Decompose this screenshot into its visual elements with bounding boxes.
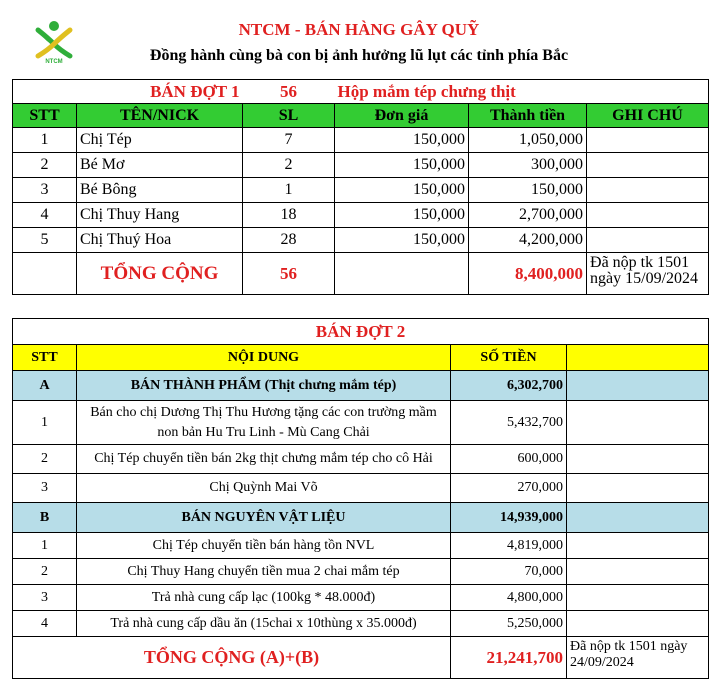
table-row: [13, 228, 709, 253]
row-amount: 5,250,000: [451, 611, 567, 637]
row-stt: 3: [13, 178, 77, 203]
row-total: 2,700,000: [469, 203, 587, 228]
batch1-total-label: TỔNG CỘNG: [77, 253, 243, 295]
table-row: [13, 533, 709, 559]
batch1-total-qty: 56: [243, 253, 335, 295]
section-amount: 6,302,700: [451, 371, 567, 401]
table-row: [13, 559, 709, 585]
table-row: [13, 203, 709, 228]
row-note: [587, 153, 709, 178]
col-note: [567, 345, 709, 371]
row-name: Chị Thuy Hang: [77, 203, 243, 228]
section-stt: A: [13, 371, 77, 401]
table-row: [13, 128, 709, 153]
row-total: 300,000: [469, 153, 587, 178]
row-stt: 2: [13, 153, 77, 178]
row-stt: 3: [13, 585, 77, 611]
batch1-banner-row: [13, 80, 709, 104]
row-total: 4,200,000: [469, 228, 587, 253]
row-content: Bán cho chị Dương Thị Thu Hương tặng các con trường mầm non bản Hu Tru Linh - Mù Cang Chải: [77, 401, 451, 445]
row-total: 150,000: [469, 178, 587, 203]
section-title: BÁN NGUYÊN VẬT LIỆU: [77, 503, 451, 533]
row-note: [587, 128, 709, 153]
row-amount: 70,000: [451, 559, 567, 585]
batch2-table: [12, 318, 709, 679]
col-amount: SỐ TIỀN: [451, 345, 567, 371]
row-amount: 270,000: [451, 474, 567, 503]
row-qty: 18: [243, 203, 335, 228]
row-note: [587, 228, 709, 253]
col-name: TÊN/NICK: [77, 104, 243, 128]
row-stt: 1: [13, 533, 77, 559]
batch2-total-label: TỔNG CỘNG (A)+(B): [13, 637, 451, 679]
row-stt: 1: [13, 401, 77, 445]
row-name: Bé Mơ: [77, 153, 243, 178]
row-qty: 28: [243, 228, 335, 253]
table-row: [13, 474, 709, 503]
page-title: NTCM - BÁN HÀNG GÂY QUỸ: [238, 20, 480, 39]
row-price: 150,000: [335, 178, 469, 203]
row-qty: 7: [243, 128, 335, 153]
row-stt: 2: [13, 559, 77, 585]
batch2-banner-row: [13, 319, 709, 345]
batch1-total-row: [13, 253, 709, 295]
section-row: [13, 503, 709, 533]
row-name: Bé Bông: [77, 178, 243, 203]
row-content: Chị Tép chuyển tiền bán 2kg thịt chưng mắm tép cho cô Hải: [77, 445, 451, 474]
batch1-header-row: [13, 104, 709, 128]
row-stt: 1: [13, 128, 77, 153]
table-row: [13, 153, 709, 178]
col-stt: STT: [13, 345, 77, 371]
row-content: Chị Tép chuyển tiền bán hàng tồn NVL: [77, 533, 451, 559]
batch2-total-amount: 21,241,700: [451, 637, 567, 679]
col-total: Thành tiền: [469, 104, 587, 128]
row-price: 150,000: [335, 203, 469, 228]
batch1-label: BÁN ĐỢT 1: [77, 80, 243, 104]
col-stt: STT: [13, 104, 77, 128]
row-qty: 2: [243, 153, 335, 178]
table-row: [13, 611, 709, 637]
batch1-total-amount: 8,400,000: [469, 253, 587, 295]
row-amount: 5,432,700: [451, 401, 567, 445]
row-stt: 5: [13, 228, 77, 253]
row-stt: 2: [13, 445, 77, 474]
row-name: Chị Thuý Hoa: [77, 228, 243, 253]
col-price: Đơn giá: [335, 104, 469, 128]
batch1-qty: 56: [243, 80, 335, 104]
row-stt: 4: [13, 611, 77, 637]
row-total: 1,050,000: [469, 128, 587, 153]
batch1-product: Hộp mắm tép chưng thịt: [335, 80, 587, 104]
section-title: BÁN THÀNH PHẨM (Thịt chưng mắm tép): [77, 371, 451, 401]
table-row: [13, 178, 709, 203]
row-price: 150,000: [335, 153, 469, 178]
logo-text: NTCM: [45, 59, 63, 64]
row-content: Trả nhà cung cấp lạc (100kg * 48.000đ): [77, 585, 451, 611]
batch2-label: BÁN ĐỢT 2: [13, 319, 709, 345]
section-amount: 14,939,000: [451, 503, 567, 533]
col-sl: SL: [243, 104, 335, 128]
section-row: [13, 371, 709, 401]
col-note: GHI CHÚ: [587, 104, 709, 128]
batch2-header-row: [13, 345, 709, 371]
row-amount: 600,000: [451, 445, 567, 474]
row-qty: 1: [243, 178, 335, 203]
page-subtitle: Đồng hành cùng bà con bị ảnh hưởng lũ lụt các tỉnh phía Bắc: [149, 47, 569, 64]
row-name: Chị Tép: [77, 128, 243, 153]
row-note: [587, 203, 709, 228]
row-price: 150,000: [335, 128, 469, 153]
row-content: Chị Thuy Hang chuyển tiền mua 2 chai mắm tép: [77, 559, 451, 585]
row-content: Chị Quỳnh Mai Võ: [77, 474, 451, 503]
batch2-total-note: Đã nộp tk 1501 ngày 24/09/2024: [567, 637, 709, 679]
row-stt: 4: [13, 203, 77, 228]
row-amount: 4,800,000: [451, 585, 567, 611]
table-row: [13, 585, 709, 611]
row-price: 150,000: [335, 228, 469, 253]
row-note: [587, 178, 709, 203]
batch2-total-row: [13, 637, 709, 679]
row-content: Trả nhà cung cấp dầu ăn (15chai x 10thùng x 35.000đ): [77, 611, 451, 637]
table-row: [13, 401, 709, 445]
row-stt: 3: [13, 474, 77, 503]
row-amount: 4,819,000: [451, 533, 567, 559]
batch1-table: [12, 79, 709, 295]
table-row: [13, 445, 709, 474]
col-content: NỘI DUNG: [77, 345, 451, 371]
batch1-total-note: Đã nộp tk 1501 ngày 15/09/2024: [587, 253, 709, 295]
section-stt: B: [13, 503, 77, 533]
